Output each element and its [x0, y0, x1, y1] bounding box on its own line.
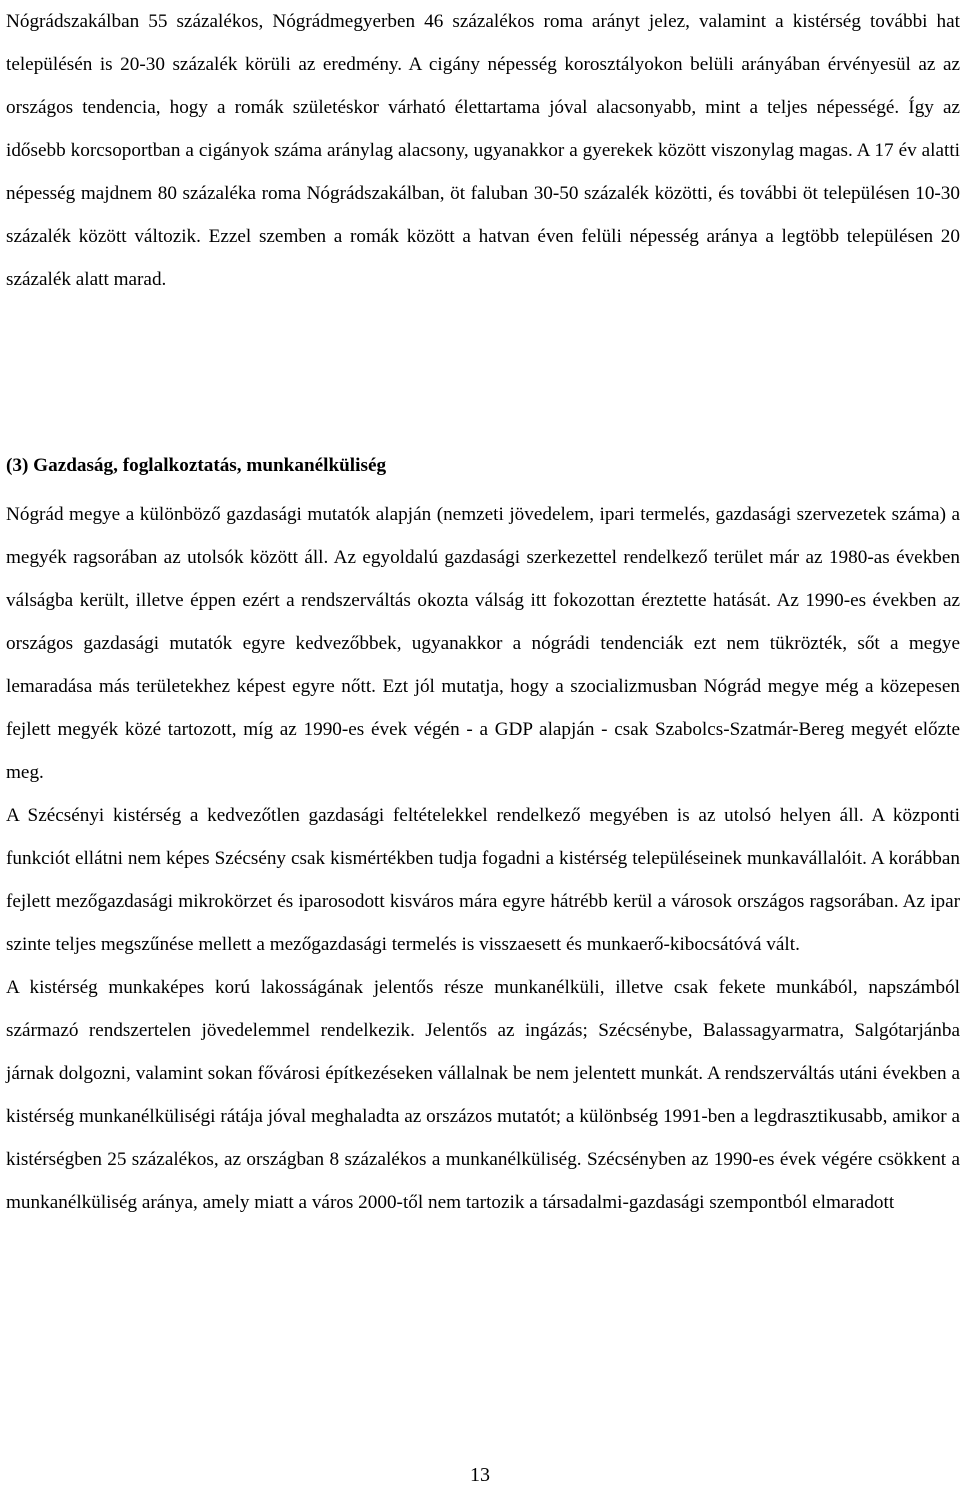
body-paragraph: A kistérség munkaképes korú lakosságának jelentős része munkanélküli, illetve csak fekete munkából, napszámból származó rendszertelen jövedelemmel rendelkezik. Jelentős az ingázás; Szécsénybe, Balassagyarmatra, Salgótarjánba járnak dolgozni, valamint sokan fővárosi építkezéseken vállalnak be nem jelentett munkát. A rendszerváltás utáni években a kistérség munkanélküliségi rátája jóval meghaladta az orszázos mutatót; a különbség 1991-ben a legdrasztikusabb, amikor a kistérségben 25 százalékos, az országban 8 százalékos a munkanélküliség. Szécsényben az 1990-es évek végére csökkent a munkanélküliség aránya, amely miatt a város 2000-től nem tartozik a társadalmi-gazdasági szempontból elmaradott: [6, 977, 960, 1213]
body-paragraph: Nógrádszakálban 55 százalékos, Nógrádmegyerben 46 százalékos roma arányt jelez, valamint a kistérség további hat településén is 20-30 százalék körüli az eredmény. A cigány népesség korosztályokon belüli arányában érvényesül az az országos tendencia, hogy a romák születéskor várható élettartama jóval alacsonyabb, mint a teljes népességé. Így az idősebb korcsoportban a cigányok száma aránylag alacsony, ugyanakkor a gyerekek között viszonylag magas. A 17 év alatti népesség majdnem 80 százaléka roma Nógrádszakálban, öt faluban 30-50 százalék közötti, és további öt településen 10-30 százalék között változik. Ezzel szemben a romák között a hatvan éven felüli népesség aránya a legtöbb településen 20 százalék alatt marad.: [6, 11, 960, 290]
section-body: [6, 493, 960, 1224]
body-paragraph: Nógrád megye a különböző gazdasági mutatók alapján (nemzeti jövedelem, ipari termelés, gazdasági szervezetek száma) a megyék ragsorában az utolsók között áll. Az egyoldalú gazdasági szerkezettel rendelkező terület már az 1980-as években válságba került, illetve éppen ezért a rendszerváltás okozta válság itt fokozottan éreztette hatását. Az 1990-es években az országos gazdasági mutatók egyre kedvezőbbek, ugyanakkor a nógrádi tendenciák ezt nem tükrözték, sőt a megye lemaradása más területekhez képest egyre nőtt. Ezt jól mutatja, hogy a szocializmusban Nógrád megye még a közepesen fejlett megyék közé tartozott, míg az 1990-es évek végén - a GDP alapján - csak Szabolcs-Szatmár-Bereg megyét előzte meg.: [6, 504, 960, 783]
document-page: [6, 0, 960, 301]
section-heading: (3) Gazdaság, foglalkoztatás, munkanélküliség: [6, 455, 387, 476]
page-number: 13: [470, 1464, 490, 1486]
body-paragraph: A Szécsényi kistérség a kedvezőtlen gazdasági feltételekkel rendelkező megyében is az utolsó helyen áll. A központi funkciót ellátni nem képes Szécsény csak kismértékben tudja fogadni a kistérség településeinek munkavállalóit. A korábban fejlett mezőgazdasági mikrokörzet és iparosodott kisváros mára egyre hátrébb kerül a városok országos ragsorában. Az ipar szinte teljes megszűnése mellett a mezőgazdasági termelés is visszaesett és munkaerő-kibocsátóvá vált.: [6, 805, 960, 955]
